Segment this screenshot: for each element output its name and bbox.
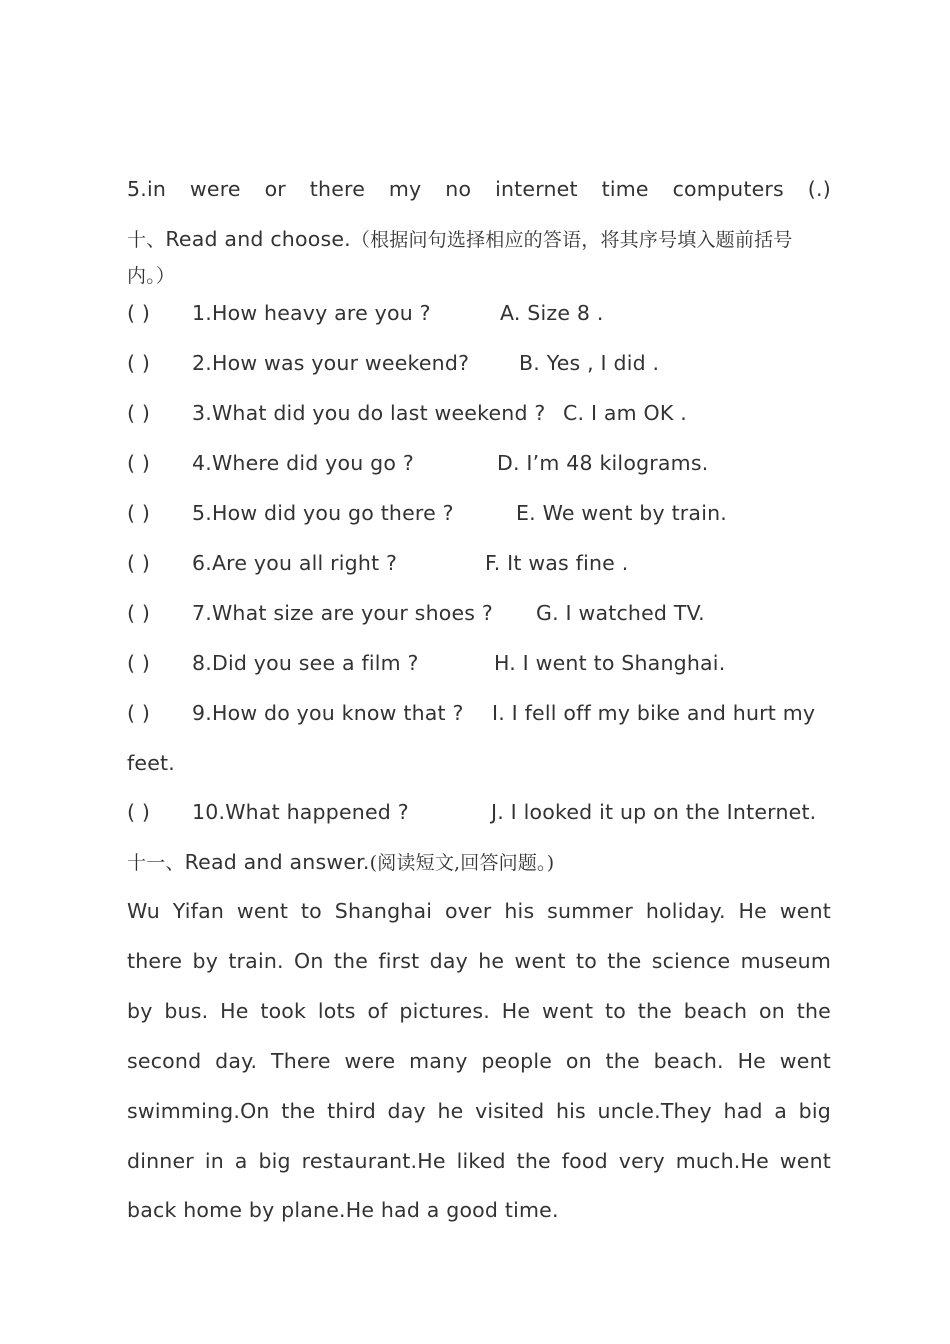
- answer-option: J. I looked it up on the Internet.: [491, 800, 817, 824]
- passage-line: swimming.On the third day he visited his uncle.They had a big: [127, 1099, 831, 1123]
- unscramble-question-5: [127, 176, 831, 202]
- question-text: 3.What did you do last weekend ?: [192, 401, 546, 425]
- word: time: [601, 177, 649, 201]
- choose-item-6: [127, 550, 831, 576]
- question-text: 9.How do you know that ?: [192, 701, 464, 725]
- section-instruction: (阅读短文,回答问题。): [369, 852, 555, 874]
- word: there: [309, 177, 366, 201]
- answer-blank[interactable]: ( ): [127, 401, 151, 425]
- passage-line: by bus. He took lots of pictures. He went to the beach on the: [127, 999, 831, 1023]
- passage-line: back home by plane.He had a good time.: [127, 1198, 559, 1222]
- section-11-heading: [127, 849, 831, 876]
- answer-option: D. I’m 48 kilograms.: [497, 451, 709, 475]
- answer-option: I. I fell off my bike and hurt my: [492, 701, 816, 725]
- answer-option: H. I went to Shanghai.: [494, 651, 726, 675]
- section-title: Read and choose.: [165, 227, 351, 251]
- section-number: 十、: [127, 229, 166, 251]
- choose-item-8: [127, 650, 831, 676]
- question-text: 8.Did you see a film ?: [192, 651, 419, 675]
- passage-line: second day. There were many people on the beach. He went: [127, 1049, 831, 1073]
- answer-blank[interactable]: ( ): [127, 301, 151, 325]
- choose-item-9-continuation: feet.: [127, 751, 175, 775]
- choose-item-9: [127, 700, 831, 726]
- word: or: [264, 177, 286, 201]
- question-text: 1.How heavy are you ?: [192, 301, 431, 325]
- answer-option: C. I am OK .: [563, 401, 687, 425]
- choose-item-2: [127, 350, 831, 376]
- word: were: [189, 177, 241, 201]
- question-text: 7.What size are your shoes ?: [192, 601, 493, 625]
- answer-blank[interactable]: ( ): [127, 551, 151, 575]
- choose-item-10: [127, 799, 831, 825]
- answer-blank[interactable]: ( ): [127, 651, 151, 675]
- answer-blank[interactable]: ( ): [127, 351, 151, 375]
- section-instruction: （根据问句选择相应的答语，将其序号填入题前括号: [350, 229, 793, 251]
- question-text: 2.How was your weekend?: [192, 351, 470, 375]
- section-10-heading: [127, 226, 831, 253]
- answer-option: G. I watched TV.: [536, 601, 705, 625]
- choose-item-5: [127, 500, 831, 526]
- passage-line: dinner in a big restaurant.He liked the food very much.He went: [127, 1149, 831, 1173]
- question-text: 6.Are you all right ?: [192, 551, 398, 575]
- answer-option: A. Size 8 .: [500, 301, 604, 325]
- word: (.): [807, 177, 831, 201]
- choose-item-4: [127, 450, 831, 476]
- answer-blank[interactable]: ( ): [127, 501, 151, 525]
- question-text: 4.Where did you go ?: [192, 451, 414, 475]
- answer-blank[interactable]: ( ): [127, 451, 151, 475]
- passage-line: there by train. On the first day he went to the science museum: [127, 949, 831, 973]
- answer-option: B. Yes , I did .: [519, 351, 660, 375]
- answer-option: E. We went by train.: [516, 501, 728, 525]
- answer-option: F. It was fine .: [485, 551, 629, 575]
- choose-item-1: [127, 300, 831, 326]
- choose-item-7: [127, 600, 831, 626]
- question-text: 5.How did you go there ?: [192, 501, 454, 525]
- answer-blank[interactable]: ( ): [127, 701, 151, 725]
- word: no: [445, 177, 472, 201]
- answer-blank[interactable]: ( ): [127, 601, 151, 625]
- question-text: 10.What happened ?: [192, 800, 409, 824]
- choose-item-3: [127, 400, 831, 426]
- word: my: [388, 177, 422, 201]
- word: internet: [495, 177, 578, 201]
- section-10-instruction-cont: 内。）: [127, 265, 176, 287]
- passage-line: Wu Yifan went to Shanghai over his summer holiday. He went: [127, 899, 831, 923]
- answer-blank[interactable]: ( ): [127, 800, 151, 824]
- word: computers: [672, 177, 784, 201]
- word: 5.in: [127, 177, 167, 201]
- section-number: 十一、: [127, 852, 185, 874]
- section-title: Read and answer.: [184, 850, 370, 874]
